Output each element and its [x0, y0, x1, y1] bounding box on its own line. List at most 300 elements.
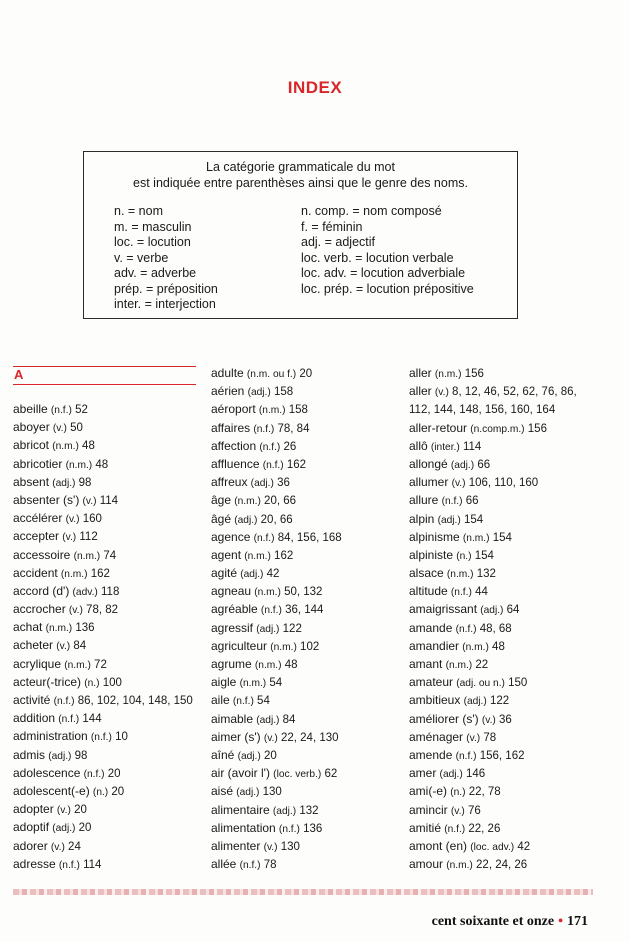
index-entry	[409, 419, 619, 437]
index-entry	[13, 636, 198, 654]
index-category: (n.)	[84, 677, 100, 689]
index-category: (n.m.)	[65, 459, 93, 471]
index-entry	[211, 764, 391, 782]
index-pages: 78	[263, 859, 277, 872]
index-entry	[409, 364, 619, 382]
index-pages: 136	[303, 822, 323, 835]
index-entry	[13, 618, 198, 636]
index-pages: 20, 66	[264, 495, 297, 508]
index-entry	[211, 619, 391, 637]
section-letter: A	[14, 367, 24, 382]
index-category: (n.comp.m.)	[470, 423, 525, 435]
index-entry	[211, 710, 391, 728]
index-word: amitié	[409, 820, 442, 835]
index-pages: 132	[476, 568, 496, 581]
index-entry	[211, 528, 391, 546]
index-pages: 78	[483, 731, 497, 744]
legend-item: loc. adv. = locution adverbiale	[301, 266, 466, 280]
legend-item: adj. = adjectif	[301, 235, 376, 249]
index-category: (v.)	[65, 514, 80, 526]
index-word: agriculteur	[211, 638, 268, 653]
index-entry	[211, 837, 391, 855]
index-pages: 102	[300, 640, 320, 653]
index-entry	[211, 600, 391, 618]
index-pages: 122	[282, 622, 302, 635]
index-pages: 50	[70, 422, 83, 435]
index-pages: 42	[266, 568, 280, 581]
legend-item: n. = nom	[114, 204, 163, 218]
index-entry	[409, 473, 619, 491]
index-pages: 22, 78	[468, 786, 501, 799]
index-word: amant	[409, 657, 443, 671]
index-word: aboyer	[13, 420, 50, 435]
index-pages: 156, 162	[479, 749, 525, 762]
index-category: (v.)	[434, 387, 449, 399]
index-pages: 64	[506, 604, 520, 617]
section-letter-heading	[13, 366, 196, 385]
legend-left-column	[114, 204, 218, 313]
index-word: abricot	[13, 438, 50, 453]
index-category: (n.f.)	[90, 732, 112, 744]
index-category: (adj.)	[437, 514, 461, 526]
index-entry	[409, 855, 619, 873]
index-entry	[13, 709, 198, 727]
page-number: 171	[567, 914, 588, 929]
index-pages: 20	[299, 368, 313, 380]
index-entry	[13, 673, 198, 691]
index-category: (n.m.)	[244, 550, 271, 562]
index-category: (n.f.)	[450, 587, 472, 599]
index-word: alimentation	[211, 820, 276, 835]
index-entry	[211, 673, 391, 691]
index-pages: 44	[475, 586, 488, 599]
index-entry	[409, 837, 619, 855]
index-pages: 146	[465, 768, 486, 781]
index-category: (n.f.)	[455, 623, 477, 635]
index-pages: 52	[75, 404, 88, 416]
index-pages: 162	[90, 567, 110, 580]
index-word: allongé	[409, 456, 448, 471]
index-pages: 160	[82, 513, 102, 526]
index-pages: 48	[284, 659, 298, 671]
legend-item: prép. = préposition	[114, 281, 218, 296]
index-pages: 72	[94, 658, 107, 671]
legend-item: v. = verbe	[114, 250, 169, 265]
index-entry	[13, 509, 198, 527]
index-entry	[13, 564, 198, 582]
index-entry	[13, 691, 198, 709]
index-word: amaigrissant	[409, 602, 478, 617]
index-category: (n.f.)	[253, 532, 275, 544]
index-word: aérien	[211, 384, 245, 399]
index-pages: 132	[299, 804, 319, 817]
index-category: (adj.)	[272, 805, 297, 817]
index-word: admis	[13, 747, 46, 762]
index-word: allée	[211, 857, 237, 872]
index-word: aile	[211, 693, 230, 708]
index-category: (n.m.)	[52, 441, 79, 453]
legend-item: f. = féminin	[301, 219, 363, 234]
index-category: (adj.)	[480, 605, 504, 617]
index-entry	[211, 782, 391, 800]
index-word: ambitieux	[409, 693, 461, 708]
index-entry	[409, 819, 619, 837]
index-category: (n.m.)	[64, 659, 91, 671]
index-pages: 50, 132	[284, 586, 323, 599]
index-category: (n.f.)	[259, 441, 281, 453]
index-pages: 98	[74, 749, 88, 762]
index-category: (v.)	[450, 805, 465, 817]
index-word: adoptif	[13, 820, 50, 835]
legend-intro	[84, 159, 517, 191]
index-word: abricotier	[13, 456, 63, 471]
index-column-1	[13, 400, 198, 873]
index-pages: 84	[73, 640, 87, 653]
index-category: (n.f.)	[253, 423, 275, 435]
index-column-2	[211, 364, 391, 873]
index-pages: 20	[107, 767, 121, 780]
legend-item: loc. verb. = locution verbale	[301, 250, 454, 265]
index-entry	[211, 455, 391, 473]
legend-item: m. = masculin	[114, 219, 192, 234]
index-column-3	[409, 364, 619, 873]
index-category: (n.f.)	[83, 768, 105, 780]
index-category: (n.m.)	[462, 641, 489, 653]
index-pages: 112	[79, 531, 98, 544]
index-word: aller	[409, 366, 432, 380]
index-category: (v.)	[451, 478, 466, 490]
index-entry	[211, 419, 391, 437]
index-entry	[211, 510, 391, 528]
index-entry	[13, 418, 198, 436]
index-category: (v.)	[263, 841, 278, 853]
index-entry	[13, 582, 198, 600]
index-word: amont (en)	[409, 838, 468, 853]
index-word: agressif	[211, 620, 254, 635]
index-pages: 54	[269, 677, 283, 690]
index-category: (n.f.)	[260, 605, 282, 617]
index-word: améliorer (s')	[409, 711, 479, 726]
index-category: (adj.)	[237, 750, 261, 762]
index-entry	[211, 437, 391, 455]
index-word: alimentaire	[211, 802, 270, 817]
index-entry	[409, 691, 619, 709]
index-pages: 156	[527, 422, 547, 435]
index-pages: 48	[82, 440, 95, 453]
index-category: (n.f.)	[278, 823, 300, 835]
index-entry	[211, 691, 391, 709]
index-category: (n.f.)	[53, 696, 75, 707]
index-word: agence	[211, 529, 251, 544]
index-word: affreux	[211, 475, 248, 490]
index-category: (n.m. ou f.)	[246, 369, 297, 380]
index-category: (n.m.)	[462, 532, 490, 544]
index-word: adresse	[13, 856, 56, 871]
index-category: (adj.)	[256, 623, 280, 635]
index-word: aigle	[211, 675, 237, 690]
index-word: ami(-e)	[409, 784, 447, 799]
index-pages: 22, 24, 26	[476, 859, 528, 872]
index-entry	[211, 728, 391, 746]
index-word: adolescence	[13, 765, 81, 780]
index-entry	[409, 746, 619, 764]
index-word: abeille	[13, 402, 48, 416]
index-pages: 76	[468, 804, 481, 817]
index-category: (adj.)	[234, 514, 258, 526]
index-pages: 8, 12, 46, 52, 62, 76, 86,	[452, 386, 577, 399]
index-entry	[13, 400, 198, 418]
index-entry	[13, 764, 198, 782]
legend-item: adv. = adverbe	[114, 266, 197, 280]
index-word: aimer (s')	[211, 729, 261, 744]
index-pages: 154	[474, 549, 494, 562]
index-pages: 100	[102, 676, 122, 689]
index-category: (v.)	[52, 423, 67, 435]
index-entry	[211, 364, 391, 382]
legend-item: loc. = locution	[114, 235, 191, 249]
index-word: absent	[13, 474, 50, 489]
index-pages: 158	[273, 386, 294, 399]
index-pages: 42	[517, 840, 531, 853]
page-number-words: cent soixante et onze	[431, 914, 555, 929]
index-entry	[13, 746, 198, 764]
index-word: agrume	[211, 657, 252, 671]
index-pages: 20	[74, 804, 87, 817]
page-title: INDEX	[287, 78, 343, 97]
index-word: alpiniste	[409, 547, 454, 562]
index-category: (n.m.)	[446, 860, 473, 872]
index-category: (adj.)	[463, 696, 487, 708]
index-word: adorer	[13, 838, 48, 853]
index-category: (n.)	[456, 550, 472, 562]
index-entry	[409, 382, 619, 400]
index-pages: 62	[324, 768, 338, 781]
index-word: affaires	[211, 420, 251, 435]
index-pages: 22, 26	[468, 822, 501, 835]
index-entry	[409, 400, 619, 418]
index-entry	[13, 491, 198, 509]
index-pages: 74	[103, 549, 117, 562]
index-category: (n.f.)	[50, 405, 72, 416]
index-category: (v.)	[82, 495, 97, 507]
index-pages: 114	[99, 494, 119, 507]
index-pages: 114	[83, 858, 102, 871]
legend-item: n. comp. = nom composé	[301, 204, 442, 218]
index-entry	[409, 528, 619, 546]
index-entry	[409, 764, 619, 782]
index-word: addition	[13, 711, 56, 726]
index-pages: 20	[111, 785, 125, 798]
decorative-divider	[13, 889, 593, 895]
abbreviation-legend	[83, 151, 518, 319]
index-category: (n.m.)	[60, 568, 88, 580]
legend-item: inter. = interjection	[114, 297, 216, 311]
index-category: (adj.)	[52, 477, 76, 489]
index-pages: 36	[499, 713, 512, 726]
page-footer	[432, 914, 588, 930]
index-entry	[211, 801, 391, 819]
index-entry	[409, 564, 619, 582]
index-word: aisé	[211, 784, 234, 799]
index-word: allumer	[409, 475, 449, 490]
index-category: (n.f.)	[455, 750, 477, 762]
index-entry	[409, 673, 619, 691]
index-category: (v.)	[263, 732, 278, 744]
index-pages: 78, 84	[277, 422, 310, 435]
index-word: agneau	[211, 584, 252, 599]
index-word: air (avoir l')	[211, 766, 270, 781]
index-word: aménager	[409, 729, 464, 744]
index-pages: 48	[95, 458, 109, 471]
index-word: aîné	[211, 747, 235, 762]
index-category: (adj.)	[439, 769, 463, 781]
index-word: achat	[13, 620, 43, 635]
index-category: (n.f.)	[232, 696, 254, 708]
index-pages: 10	[115, 731, 128, 744]
index-category: (v.)	[56, 805, 71, 817]
index-word: acrylique	[13, 656, 62, 671]
index-pages: 162	[274, 549, 294, 562]
index-entry	[211, 582, 391, 600]
index-word: âgé	[211, 511, 232, 526]
index-pages: 130	[262, 786, 282, 799]
index-word: alimenter	[211, 838, 261, 853]
index-word: adulte	[211, 366, 244, 380]
index-category: (inter.)	[430, 441, 460, 453]
index-pages: 66	[465, 495, 479, 508]
index-word: administration	[13, 729, 88, 744]
index-pages: 36	[277, 477, 290, 490]
index-category: (v.)	[56, 641, 71, 653]
index-word: aller	[409, 384, 432, 399]
index-pages: 114	[462, 440, 482, 453]
index-category: (adj.)	[250, 478, 274, 490]
index-word: activité	[13, 693, 51, 707]
index-word: allure	[409, 493, 439, 508]
index-category: (adj.)	[240, 569, 264, 581]
index-category: (n.m.)	[234, 496, 261, 508]
index-word: allô	[409, 438, 428, 453]
index-category: (n.f.)	[58, 714, 80, 726]
index-category: (adv.)	[72, 586, 98, 598]
index-entry	[409, 655, 619, 673]
index-category: (n.m.)	[73, 550, 101, 562]
index-word: amour	[409, 857, 444, 872]
index-word: affluence	[211, 456, 260, 471]
index-pages: 118	[101, 585, 120, 598]
index-word: accident	[13, 565, 58, 580]
index-category: (v.)	[68, 605, 83, 617]
index-category: (loc. adv.)	[470, 841, 515, 853]
index-pages: 130	[280, 840, 300, 853]
index-entry	[409, 728, 619, 746]
index-pages: 54	[257, 695, 270, 708]
index-category: (v.)	[466, 732, 481, 744]
index-pages: 78, 82	[86, 604, 119, 617]
index-entry	[409, 510, 619, 528]
index-entry	[211, 655, 391, 673]
index-category: (adj.)	[52, 823, 76, 835]
index-pages: 150	[508, 677, 528, 690]
index-entry	[13, 855, 198, 873]
index-entry	[211, 491, 391, 509]
index-word: amende	[409, 747, 453, 762]
index-pages: 156	[464, 368, 484, 380]
index-entry	[409, 637, 619, 655]
legend-right-column	[301, 204, 474, 297]
index-entry	[211, 637, 391, 655]
index-entry	[211, 819, 391, 837]
index-pages: 66	[477, 458, 491, 471]
index-entry	[13, 600, 198, 618]
index-entry	[211, 855, 391, 873]
index-entry	[409, 437, 619, 455]
index-pages: 48	[492, 640, 505, 653]
index-pages: 112, 144, 148, 156, 160, 164	[409, 404, 556, 417]
index-entry	[13, 527, 198, 545]
index-entry	[409, 782, 619, 800]
index-entry	[13, 837, 198, 855]
index-entry	[13, 800, 198, 818]
index-entry	[409, 710, 619, 728]
footer-bullet: •	[558, 914, 563, 929]
index-pages: 36, 144	[285, 604, 324, 617]
index-entry	[211, 746, 391, 764]
index-entry	[13, 473, 198, 491]
index-word: alpin	[409, 511, 435, 526]
index-word: accord (d')	[13, 583, 70, 598]
index-category: (n.m.)	[258, 405, 286, 417]
index-pages: 144	[82, 713, 102, 726]
index-pages: 162	[286, 458, 307, 471]
index-entry	[409, 546, 619, 564]
index-category: (n.m.)	[445, 660, 473, 671]
index-category: (adj.)	[256, 714, 280, 726]
index-word: amer	[409, 766, 437, 781]
index-category: (adj.)	[48, 750, 72, 762]
index-word: adolescent(-e)	[13, 783, 90, 798]
index-word: accepter	[13, 529, 60, 544]
index-category: (n.m.)	[254, 587, 281, 599]
index-word: altitude	[409, 584, 448, 599]
index-word: aimable	[211, 711, 254, 726]
index-word: aéroport	[211, 402, 256, 417]
index-word: agité	[211, 566, 238, 581]
index-pages: 136	[75, 622, 95, 635]
index-word: agréable	[211, 602, 258, 617]
index-entry	[211, 382, 391, 400]
index-pages: 22	[475, 659, 489, 671]
index-entry	[409, 455, 619, 473]
index-word: absenter (s')	[13, 492, 80, 507]
index-category: (adj.)	[236, 787, 260, 799]
index-entry	[13, 546, 198, 564]
index-category: (v.)	[50, 841, 65, 853]
index-category: (adj.)	[247, 387, 271, 399]
index-pages: 26	[283, 440, 297, 453]
index-pages: 48, 68	[479, 622, 512, 635]
index-word: alsace	[409, 566, 444, 581]
index-category: (v.)	[62, 532, 77, 544]
index-category: (loc. verb.)	[273, 769, 322, 781]
index-category: (n.f.)	[262, 459, 284, 471]
index-category: (n.m.)	[446, 569, 474, 581]
index-category: (n.m.)	[45, 623, 73, 635]
index-entry	[409, 582, 619, 600]
index-category: (n.m.)	[254, 660, 282, 671]
index-pages: 98	[78, 476, 92, 489]
index-category: (n.f.)	[58, 859, 80, 871]
